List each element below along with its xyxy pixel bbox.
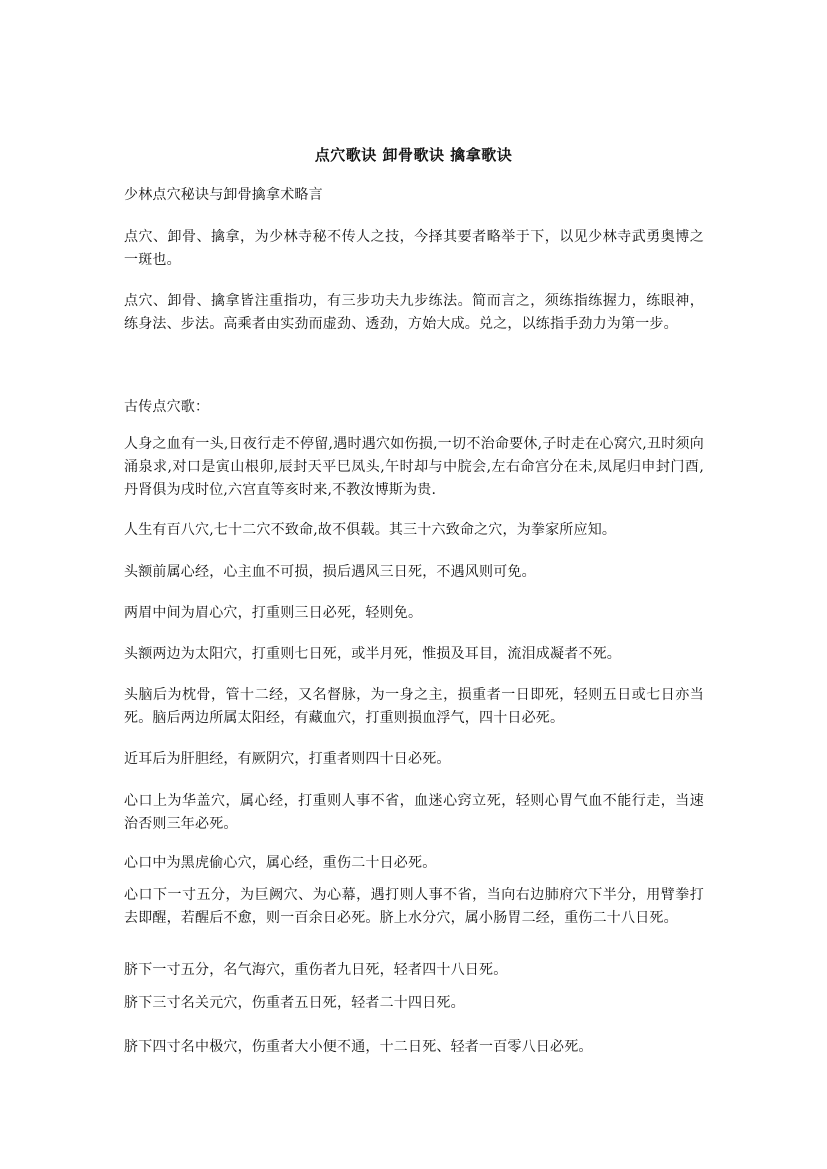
paragraph: 人生有百八穴,七十二穴不致命,故不俱载。其三十六致命之穴，为拳家所应知。 bbox=[124, 522, 617, 538]
document-title: 点穴歌诀 卸骨歌诀 擒拿歌诀 bbox=[314, 146, 513, 164]
paragraph: 心口下一寸五分，为巨阙穴、为心幕，遇打则人事不省，当向右边肺府穴下半分，用臂拳打去即醒，若醒后不愈，则一百余日必死。脐上水分穴，属小肠胃二经，重伤二十八日死。 bbox=[124, 887, 704, 926]
song-verse: 人身之血有一头,日夜行走不停留,遇时遇穴如伤损,一切不治命要休,子时走在心窝穴,丑时须向涌泉求,对口是寅山根卯,辰封天平巳凤头,午时却与中脘会,左右命宫分在未,凤尾归申封门酉,丹肾俱为戌时位,六宫直等亥时来,不教汝博斯为贵. bbox=[124, 436, 704, 498]
paragraph: 心口中为黑虎偷心穴，属心经，重伤二十日必死。 bbox=[124, 855, 437, 871]
paragraph: 心口上为华盖穴，属心经，打重则人事不省，血迷心窍立死，轻则心胃气血不能行走，当速治否则三年必死。 bbox=[124, 793, 704, 832]
paragraph: 脐下三寸名关元穴，伤重者五日死，轻者二十四日死。 bbox=[124, 995, 465, 1011]
paragraph: 近耳后为肝胆经，有厥阴穴，打重者则四十日必死。 bbox=[124, 751, 451, 767]
paragraph: 头额前属心经，心主血不可损，损后遇风三日死，不遇风则可免。 bbox=[124, 564, 536, 580]
paragraph: 两眉中间为眉心穴，打重则三日必死，轻则免。 bbox=[124, 605, 423, 621]
paragraph: 点穴、卸骨、擒拿皆注重指功，有三步功夫九步练法。简而言之，须练指练握力，练眼神，练身法、步法。高乘者由实劲而虚劲、透劲，方始大成。兑之，以练指手劲力为第一步。 bbox=[124, 293, 704, 332]
section-heading: 古传点穴歌： bbox=[124, 399, 210, 415]
paragraph: 脐下四寸名中极穴，伤重者大小便不通，十二日死、轻者一百零八日必死。 bbox=[124, 1039, 593, 1055]
paragraph: 点穴、卸骨、擒拿，为少林寺秘不传人之技，今择其要者略举于下，以见少林寺武勇奥博之一斑也。 bbox=[124, 229, 704, 268]
paragraph: 脐下一寸五分，名气海穴，重伤者九日死，轻者四十八日死。 bbox=[124, 962, 508, 978]
paragraph: 头脑后为枕骨，管十二经，又名督脉，为一身之主，损重者一日即死，轻则五日或七日亦当死。脑后两边所属太阳经，有藏血穴，打重则损血浮气，四十日必死。 bbox=[124, 687, 704, 726]
paragraph: 头额两边为太阳穴，打重则七日死，或半月死，惟损及耳目，流泪成凝者不死。 bbox=[124, 646, 621, 662]
intro-heading: 少林点穴秘诀与卸骨擒拿术略言 bbox=[124, 187, 323, 203]
